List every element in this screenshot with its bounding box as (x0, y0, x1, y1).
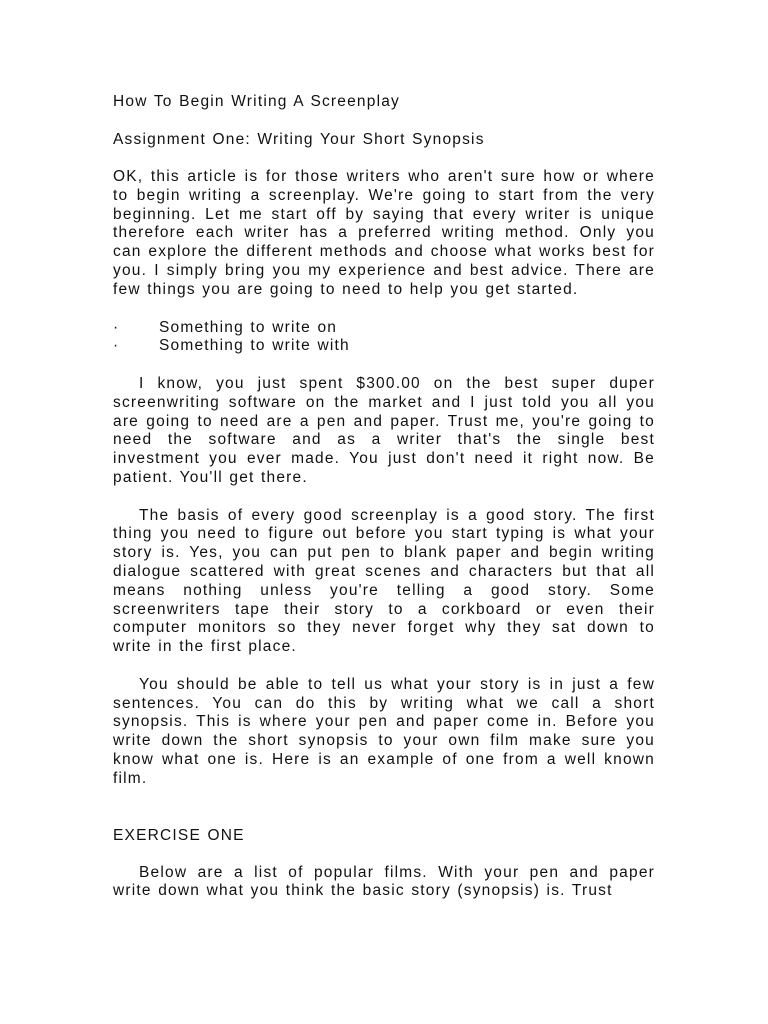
intro-paragraph: OK, this article is for those writers who aren't sure how or where to begin writing a screenplay. We're going to start from the very beginning. Let me start off by saying that every writer is unique therefore each writer has a preferred writing method. Only you can explore the different methods and choose what works best for you. I simply bring you my experience and best advice. There are few things you are going to need to help you get started. (113, 168, 655, 298)
exercise-paragraph: Below are a list of popular films. With your pen and paper write down what you think the basic story (synopsis) is. Trust (113, 863, 655, 900)
exercise-heading: EXERCISE ONE (113, 826, 245, 844)
document-title: How To Begin Writing A Screenplay (113, 93, 400, 110)
assignment-subtitle: Assignment One: Writing Your Short Synopsis (113, 131, 485, 148)
list-item-text: Something to write on (159, 318, 338, 336)
document-body (113, 92, 655, 901)
list-item-text: Something to write with (159, 337, 350, 355)
software-paragraph: I know, you just spent $300.00 on the best super duper screenwriting software on the market and I just told you all you are going to need are a pen and paper. Trust me, you're going to need the software and as a writer that's the single best investment you ever made. You just don't need it right now. Be patient. You'll get there. (113, 374, 655, 486)
bullet-icon: · (113, 337, 120, 355)
list-item (113, 337, 655, 356)
bullet-icon: · (113, 318, 120, 336)
list-item (113, 319, 655, 338)
supplies-list (113, 319, 655, 357)
story-paragraph: The basis of every good screenplay is a good story. The first thing you need to figure out before you start typing is what your story is. Yes, you can put pen to blank paper and begin writing dialogue scattered with great scenes and characters but that all means nothing unless you're telling a good story. Some screenwriters tape their story to a corkboard or even their computer monitors so they never forget why they sat down to write in the first place. (113, 506, 655, 656)
synopsis-paragraph: You should be able to tell us what your story is in just a few sentences. You can do this by writing what we call a short synopsis. This is where your pen and paper come in. Before you write down the short synopsis to your own film make sure you know what one is. Here is an example of one from a well known film. (113, 675, 655, 787)
